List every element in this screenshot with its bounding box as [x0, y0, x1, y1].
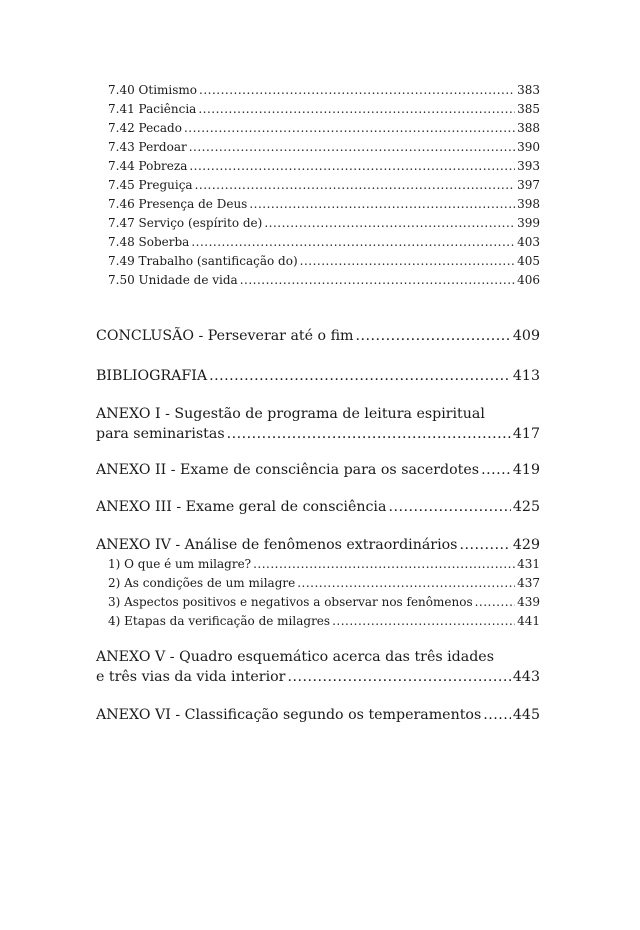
toc-subentry: [108, 157, 540, 176]
toc-entry-anexo-2: [96, 460, 540, 480]
dot-leader: [198, 100, 515, 119]
toc-entry-row: [96, 497, 540, 517]
toc-subentry: [108, 252, 540, 271]
dot-leader: [297, 574, 515, 593]
dot-leader: [195, 176, 516, 195]
toc-subentry: [108, 214, 540, 233]
toc-entry-row: [96, 535, 540, 555]
dot-leader: [189, 138, 515, 157]
toc-label: 7.50 Unidade de vida: [108, 273, 238, 287]
toc-page-number: 388: [517, 121, 540, 135]
toc-subentry: [108, 138, 540, 157]
toc-page-number: 405: [517, 254, 540, 268]
toc-subentry-list: [108, 555, 540, 631]
dot-leader: [356, 326, 511, 346]
toc-subentry: [108, 176, 540, 195]
toc-label: ANEXO IV - Análise de fenômenos extraordinários: [96, 537, 458, 553]
toc-entry-anexo-6: [96, 705, 540, 725]
toc-label: 7.40 Otimismo: [108, 83, 198, 97]
toc-subentry: [108, 195, 540, 214]
dot-leader: [332, 612, 515, 631]
dot-leader: [253, 555, 515, 574]
dot-leader: [459, 535, 510, 555]
toc-page-number: 409: [512, 328, 540, 344]
toc-label: ANEXO VI - Classificação segundo os temperamentos: [96, 707, 482, 723]
toc-label: 7.43 Perdoar: [108, 140, 187, 154]
toc-subentry: [108, 555, 540, 574]
toc-label: 7.42 Pecado: [108, 121, 182, 135]
toc-entry-conclusao: [96, 326, 540, 346]
toc-entry-anexo-3: [96, 497, 540, 517]
toc-page-number: 441: [517, 614, 540, 628]
toc-label: 7.49 Trabalho (santificação do): [108, 254, 298, 268]
toc-subentry: [108, 593, 540, 612]
toc-page-number: 443: [512, 669, 540, 685]
toc-page-number: 431: [517, 557, 540, 571]
toc-entry-row: [96, 424, 540, 444]
toc-page-number: 383: [517, 83, 540, 97]
toc-subentry: [108, 100, 540, 119]
toc-entry-row: [96, 366, 540, 386]
toc-page-number: 399: [517, 216, 540, 230]
toc-entry-row: [96, 326, 540, 346]
toc-page-number: 413: [512, 368, 540, 384]
toc-label: BIBLIOGRAFIA: [96, 368, 208, 384]
dot-leader: [249, 195, 515, 214]
toc-subentry: [108, 233, 540, 252]
toc-label: CONCLUSÃO - Perseverar até o fim: [96, 328, 354, 344]
toc-label: ANEXO II - Exame de consciência para os sacerdotes: [96, 462, 480, 478]
toc-label: 3) Aspectos positivos e negativos a observar nos fenômenos: [108, 595, 473, 609]
toc-label: 7.41 Paciência: [108, 102, 197, 116]
toc-entry-row: [96, 705, 540, 725]
toc-label: e três vias da vida interior: [96, 669, 286, 685]
toc-entry-anexo-1: [96, 404, 540, 444]
toc-page-number: 445: [512, 707, 540, 723]
toc-label: ANEXO III - Exame geral de consciência: [96, 499, 387, 515]
dot-leader: [199, 81, 515, 100]
dot-leader: [388, 497, 510, 517]
dot-leader: [264, 214, 515, 233]
toc-label-line: ANEXO I - Sugestão de programa de leitura espiritual: [96, 406, 485, 422]
dot-leader: [300, 252, 515, 271]
toc-entry-row: [96, 460, 540, 480]
dot-leader: [475, 593, 515, 612]
toc-entry-bibliografia: [96, 366, 540, 386]
toc-label: 7.47 Serviço (espírito de): [108, 216, 263, 230]
toc-entry-anexo-5: [96, 647, 540, 687]
toc-page-number: 403: [517, 235, 540, 249]
dot-leader: [483, 705, 511, 725]
toc-page-number: 439: [517, 595, 540, 609]
toc-page-number: 385: [517, 102, 540, 116]
toc-label: 1) O que é um milagre?: [108, 557, 252, 571]
toc-label: 2) As condições de um milagre: [108, 576, 296, 590]
dot-leader: [189, 157, 515, 176]
toc-entry-row: [96, 667, 540, 687]
toc-page-number: 390: [517, 140, 540, 154]
toc-page-number: 406: [517, 273, 540, 287]
toc-label: 7.44 Pobreza: [108, 159, 188, 173]
toc-page-number: 397: [517, 178, 540, 192]
toc-page-number: 425: [512, 499, 540, 515]
subsection-list: [108, 81, 540, 290]
dot-leader: [481, 460, 511, 480]
toc-subentry: [108, 81, 540, 100]
toc-page-number: 429: [512, 537, 540, 553]
toc-label: 7.48 Soberba: [108, 235, 190, 249]
dot-leader: [240, 271, 515, 290]
dot-leader: [191, 233, 515, 252]
toc-subentry: [108, 612, 540, 631]
toc-label: 4) Etapas da verificação de milagres: [108, 614, 331, 628]
toc-page-number: 419: [512, 462, 540, 478]
toc-subentry: [108, 119, 540, 138]
toc-entry-anexo-4: [96, 535, 540, 631]
toc-label-line: ANEXO V - Quadro esquemático acerca das três idades: [96, 649, 494, 665]
dot-leader: [287, 667, 510, 687]
toc-page-number: 398: [517, 197, 540, 211]
toc-subentry: [108, 271, 540, 290]
toc-label: 7.45 Preguiça: [108, 178, 193, 192]
dot-leader: [227, 424, 511, 444]
toc-subentry: [108, 574, 540, 593]
toc-page-number: 393: [517, 159, 540, 173]
toc-label: para seminaristas: [96, 426, 225, 442]
toc-label: 7.46 Presença de Deus: [108, 197, 248, 211]
toc-page-number: 417: [512, 426, 540, 442]
toc-page-number: 437: [517, 576, 540, 590]
dot-leader: [184, 119, 515, 138]
dot-leader: [209, 366, 511, 386]
